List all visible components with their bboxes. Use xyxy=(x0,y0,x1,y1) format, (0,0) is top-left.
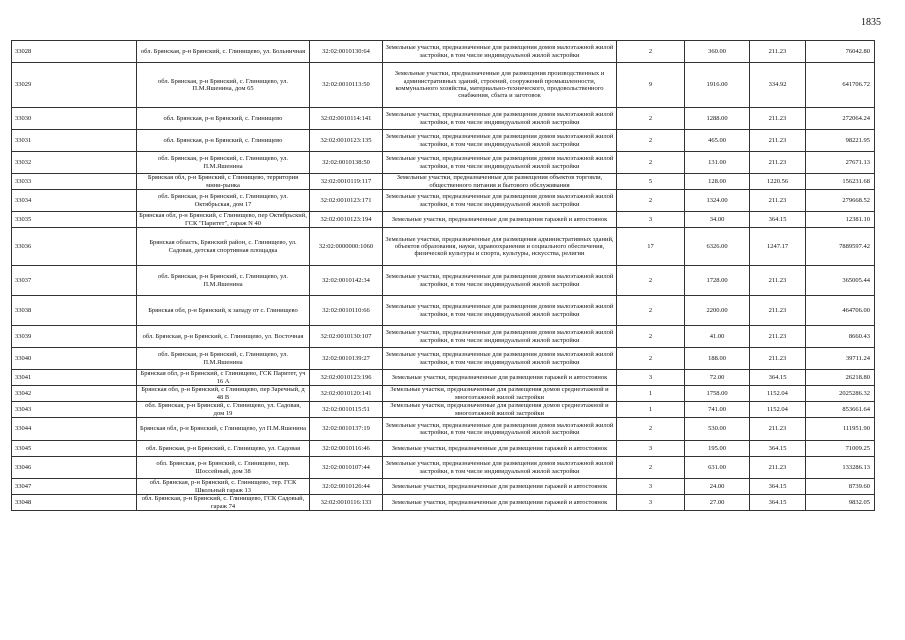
address-cell: Брянская обл, р-н Брянский, с Глинищево, ГСК Паритет, уч 16 А xyxy=(137,370,310,386)
cadastral-value-cell: 39711.24 xyxy=(806,348,875,370)
rate-cell: 211.23 xyxy=(750,108,806,130)
table-row xyxy=(12,326,875,348)
area-cell: 1324.00 xyxy=(685,190,750,212)
cadastral-number-cell: 32:02:0000000:1060 xyxy=(310,228,383,266)
cadastral-value-cell: 853661.64 xyxy=(806,402,875,418)
row-number-cell: 33047 xyxy=(12,479,137,495)
area-cell: 530.00 xyxy=(685,418,750,441)
land-use-cell: Земельные участки, предназначенные для размещения гаражей и автостоянок xyxy=(383,479,617,495)
group-cell: 3 xyxy=(617,370,685,386)
land-use-cell: Земельные участки, предназначенные для размещения домов малоэтажной жилой застройки, в том числе индивидуальной жилой застройки xyxy=(383,296,617,326)
table-row xyxy=(12,63,875,108)
rate-cell: 364.15 xyxy=(750,495,806,511)
cadastral-value-cell: 71009.25 xyxy=(806,441,875,457)
cadastral-value-cell: 12381.10 xyxy=(806,212,875,228)
rate-cell: 364.15 xyxy=(750,441,806,457)
cadastral-number-cell: 32:02:0010139:27 xyxy=(310,348,383,370)
address-cell: Брянская обл, р-н Брянский, с Глинищево, территория мини-рынка xyxy=(137,174,310,190)
table-row xyxy=(12,212,875,228)
area-cell: 24.00 xyxy=(685,479,750,495)
row-number-cell: 33030 xyxy=(12,108,137,130)
land-use-cell: Земельные участки, предназначенные для размещения домов среднеэтажной и многоэтажной жилой застройки xyxy=(383,386,617,402)
land-use-cell: Земельные участки, предназначенные для размещения домов малоэтажной жилой застройки, в том числе индивидуальной жилой застройки xyxy=(383,190,617,212)
cadastral-value-cell: 272064.24 xyxy=(806,108,875,130)
address-cell: обл. Брянская, р-н Брянский, с. Глинищево, пер. Шоссейный, дом 38 xyxy=(137,457,310,479)
group-cell: 5 xyxy=(617,174,685,190)
table-row xyxy=(12,41,875,63)
row-number-cell: 33037 xyxy=(12,266,137,296)
area-cell: 465.00 xyxy=(685,130,750,152)
land-use-cell: Земельные участки, предназначенные для размещения гаражей и автостоянок xyxy=(383,370,617,386)
address-cell: обл. Брянская, р-н Брянский, с. Глинищево xyxy=(137,108,310,130)
land-use-cell: Земельные участки, предназначенные для размещения домов малоэтажной жилой застройки, в том числе индивидуальной жилой застройки xyxy=(383,418,617,441)
area-cell: 72.00 xyxy=(685,370,750,386)
rate-cell: 211.23 xyxy=(750,266,806,296)
cadastral-value-cell: 365005.44 xyxy=(806,266,875,296)
group-cell: 2 xyxy=(617,152,685,174)
cadastral-number-cell: 32:02:0010137:19 xyxy=(310,418,383,441)
group-cell: 2 xyxy=(617,418,685,441)
table-row xyxy=(12,457,875,479)
address-cell: обл. Брянская, р-н Брянский, с. Глинищево, ул. П.М.Яшенина xyxy=(137,348,310,370)
table-row xyxy=(12,479,875,495)
cadastral-value-cell: 8660.43 xyxy=(806,326,875,348)
cadastral-value-cell: 2025286.32 xyxy=(806,386,875,402)
table-row xyxy=(12,370,875,386)
land-use-cell: Земельные участки, предназначенные для размещения домов малоэтажной жилой застройки, в том числе индивидуальной жилой застройки xyxy=(383,41,617,63)
rate-cell: 1152.04 xyxy=(750,386,806,402)
land-use-cell: Земельные участки, предназначенные для размещения домов малоэтажной жилой застройки, в том числе индивидуальной жилой застройки xyxy=(383,326,617,348)
group-cell: 3 xyxy=(617,479,685,495)
table-row xyxy=(12,174,875,190)
group-cell: 2 xyxy=(617,296,685,326)
cadastral-value-cell: 7889597.42 xyxy=(806,228,875,266)
cadastral-number-cell: 32:02:0010123:196 xyxy=(310,370,383,386)
group-cell: 1 xyxy=(617,386,685,402)
row-number-cell: 33036 xyxy=(12,228,137,266)
rate-cell: 1220.56 xyxy=(750,174,806,190)
land-valuation-table xyxy=(11,40,875,511)
cadastral-value-cell: 76042.80 xyxy=(806,41,875,63)
address-cell: обл. Брянская, р-н Брянский, с. Глинищево, ул. П.М.Яшенина xyxy=(137,152,310,174)
rate-cell: 211.23 xyxy=(750,130,806,152)
address-cell: обл. Брянская, р-н Брянский, с. Глинищево, тер. ГСК Школьный гараж 13 xyxy=(137,479,310,495)
rate-cell: 211.23 xyxy=(750,418,806,441)
cadastral-number-cell: 32:02:0010123:171 xyxy=(310,190,383,212)
table-row xyxy=(12,152,875,174)
table-row xyxy=(12,495,875,511)
area-cell: 1758.00 xyxy=(685,386,750,402)
cadastral-number-cell: 32:02:0010119:117 xyxy=(310,174,383,190)
cadastral-number-cell: 32:02:0010123:194 xyxy=(310,212,383,228)
area-cell: 741.00 xyxy=(685,402,750,418)
rate-cell: 1247.17 xyxy=(750,228,806,266)
row-number-cell: 33045 xyxy=(12,441,137,457)
area-cell: 131.00 xyxy=(685,152,750,174)
row-number-cell: 33048 xyxy=(12,495,137,511)
rate-cell: 211.23 xyxy=(750,152,806,174)
group-cell: 2 xyxy=(617,41,685,63)
row-number-cell: 33032 xyxy=(12,152,137,174)
cadastral-value-cell: 8739.60 xyxy=(806,479,875,495)
land-use-cell: Земельные участки, предназначенные для размещения домов малоэтажной жилой застройки, в том числе индивидуальной жилой застройки xyxy=(383,266,617,296)
row-number-cell: 33040 xyxy=(12,348,137,370)
row-number-cell: 33035 xyxy=(12,212,137,228)
rate-cell: 211.23 xyxy=(750,41,806,63)
area-cell: 195.00 xyxy=(685,441,750,457)
group-cell: 3 xyxy=(617,495,685,511)
table-row xyxy=(12,418,875,441)
address-cell: обл. Брянская, р-н Брянский, с. Глинищево, ул. П.М.Яшенина xyxy=(137,266,310,296)
cadastral-number-cell: 32:02:0010116:133 xyxy=(310,495,383,511)
group-cell: 2 xyxy=(617,108,685,130)
cadastral-value-cell: 111951.90 xyxy=(806,418,875,441)
table-row xyxy=(12,108,875,130)
cadastral-value-cell: 98221.95 xyxy=(806,130,875,152)
row-number-cell: 33038 xyxy=(12,296,137,326)
table-row xyxy=(12,228,875,266)
address-cell: обл. Брянская, р-н Брянский, с. Глинищево, ул. П.М.Яшенина, дом 65 xyxy=(137,63,310,108)
area-cell: 631.00 xyxy=(685,457,750,479)
group-cell: 1 xyxy=(617,402,685,418)
area-cell: 360.00 xyxy=(685,41,750,63)
area-cell: 1288.00 xyxy=(685,108,750,130)
row-number-cell: 33042 xyxy=(12,386,137,402)
cadastral-number-cell: 32:02:0010116:46 xyxy=(310,441,383,457)
land-use-cell: Земельные участки, предназначенные для размещения гаражей и автостоянок xyxy=(383,441,617,457)
land-use-cell: Земельные участки, предназначенные для размещения домов малоэтажной жилой застройки, в том числе индивидуальной жилой застройки xyxy=(383,130,617,152)
row-number-cell: 33041 xyxy=(12,370,137,386)
cadastral-number-cell: 32:02:0010115:51 xyxy=(310,402,383,418)
address-cell: обл. Брянская, р-н Брянский, с. Глинищево, ул. Садовая, дом 19 xyxy=(137,402,310,418)
area-cell: 188.00 xyxy=(685,348,750,370)
row-number-cell: 33043 xyxy=(12,402,137,418)
area-cell: 6326.00 xyxy=(685,228,750,266)
row-number-cell: 33034 xyxy=(12,190,137,212)
rate-cell: 211.23 xyxy=(750,326,806,348)
area-cell: 27.00 xyxy=(685,495,750,511)
address-cell: Брянская обл, р-н Брянский, с Глинищево, ул П.М.Яшенина xyxy=(137,418,310,441)
land-use-cell: Земельные участки, предназначенные для размещения домов малоэтажной жилой застройки, в том числе индивидуальной жилой застройки xyxy=(383,108,617,130)
rate-cell: 364.15 xyxy=(750,370,806,386)
group-cell: 17 xyxy=(617,228,685,266)
table-row xyxy=(12,190,875,212)
rate-cell: 334.92 xyxy=(750,63,806,108)
area-cell: 41.00 xyxy=(685,326,750,348)
area-cell: 34.00 xyxy=(685,212,750,228)
table-row xyxy=(12,130,875,152)
cadastral-number-cell: 32:02:0010120:141 xyxy=(310,386,383,402)
row-number-cell: 33029 xyxy=(12,63,137,108)
address-cell: обл. Брянская, р-н Брянский, с. Глинищево, ул. Октябрьская, дом 17 xyxy=(137,190,310,212)
group-cell: 2 xyxy=(617,457,685,479)
row-number-cell: 33046 xyxy=(12,457,137,479)
rate-cell: 364.15 xyxy=(750,212,806,228)
rate-cell: 211.23 xyxy=(750,190,806,212)
table-row xyxy=(12,296,875,326)
group-cell: 2 xyxy=(617,130,685,152)
row-number-cell: 33031 xyxy=(12,130,137,152)
table-row xyxy=(12,348,875,370)
row-number-cell: 33033 xyxy=(12,174,137,190)
rate-cell: 211.23 xyxy=(750,348,806,370)
cadastral-number-cell: 32:02:0010107:44 xyxy=(310,457,383,479)
cadastral-value-cell: 9832.05 xyxy=(806,495,875,511)
address-cell: Брянская обл, р-н Брянский, с Глинищево, пер Октябрьский, ГСК "Паритет", гараж N 40 xyxy=(137,212,310,228)
group-cell: 2 xyxy=(617,348,685,370)
land-use-cell: Земельные участки, предназначенные для размещения домов малоэтажной жилой застройки, в том числе индивидуальной жилой застройки xyxy=(383,152,617,174)
cadastral-number-cell: 32:02:0010113:50 xyxy=(310,63,383,108)
area-cell: 1916.00 xyxy=(685,63,750,108)
land-use-cell: Земельные участки, предназначенные для размещения домов малоэтажной жилой застройки, в том числе индивидуальной жилой застройки xyxy=(383,457,617,479)
table-body xyxy=(12,41,875,511)
land-use-cell: Земельные участки, предназначенные для размещения гаражей и автостоянок xyxy=(383,495,617,511)
group-cell: 3 xyxy=(617,441,685,457)
table-row xyxy=(12,386,875,402)
address-cell: обл. Брянская, р-н Брянский, с. Глинищево, ГСК Садовый, гараж 74 xyxy=(137,495,310,511)
row-number-cell: 33039 xyxy=(12,326,137,348)
land-use-cell: Земельные участки, предназначенные для размещения объектов торговли, общественного питания и бытового обслуживания xyxy=(383,174,617,190)
address-cell: обл. Брянская, р-н Брянский, с. Глинищево xyxy=(137,130,310,152)
cadastral-value-cell: 464706.00 xyxy=(806,296,875,326)
cadastral-number-cell: 32:02:0010142:34 xyxy=(310,266,383,296)
area-cell: 1728.00 xyxy=(685,266,750,296)
page-number: 1835 xyxy=(861,17,881,28)
cadastral-number-cell: 32:02:0010130:107 xyxy=(310,326,383,348)
address-cell: обл. Брянская, р-н Брянский, с. Глинищево, ул. Больничная xyxy=(137,41,310,63)
group-cell: 9 xyxy=(617,63,685,108)
cadastral-number-cell: 32:02:0010126:44 xyxy=(310,479,383,495)
land-use-cell: Земельные участки, предназначенные для размещения административных зданий, объектов образования, науки, здравоохранения и социального обеспечения, физической культуры и спорта, культуры, искусства, религии xyxy=(383,228,617,266)
cadastral-number-cell: 32:02:0010138:50 xyxy=(310,152,383,174)
group-cell: 3 xyxy=(617,212,685,228)
cadastral-number-cell: 32:02:0010110:66 xyxy=(310,296,383,326)
area-cell: 2200.00 xyxy=(685,296,750,326)
table-row xyxy=(12,402,875,418)
group-cell: 2 xyxy=(617,326,685,348)
area-cell: 128.00 xyxy=(685,174,750,190)
table-row xyxy=(12,441,875,457)
cadastral-value-cell: 279668.52 xyxy=(806,190,875,212)
table-row xyxy=(12,266,875,296)
cadastral-value-cell: 133286.13 xyxy=(806,457,875,479)
land-use-cell: Земельные участки, предназначенные для размещения домов малоэтажной жилой застройки, в том числе индивидуальной жилой застройки xyxy=(383,348,617,370)
cadastral-value-cell: 27671.13 xyxy=(806,152,875,174)
cadastral-number-cell: 32:02:0010114:141 xyxy=(310,108,383,130)
row-number-cell: 33044 xyxy=(12,418,137,441)
rate-cell: 211.23 xyxy=(750,296,806,326)
group-cell: 2 xyxy=(617,190,685,212)
cadastral-value-cell: 641706.72 xyxy=(806,63,875,108)
address-cell: Брянская область, Брянский район, с. Глинищево, ул. Садовая, детская спортивная площадка xyxy=(137,228,310,266)
cadastral-value-cell: 156231.68 xyxy=(806,174,875,190)
land-use-cell: Земельные участки, предназначенные для размещения гаражей и автостоянок xyxy=(383,212,617,228)
land-use-cell: Земельные участки, предназначенные для размещения домов среднеэтажной и многоэтажной жилой застройки xyxy=(383,402,617,418)
address-cell: обл. Брянская, р-н Брянский, с. Глинищево, ул. Садовая xyxy=(137,441,310,457)
address-cell: Брянская обл, р-н Брянский, к западу от с. Глинищево xyxy=(137,296,310,326)
cadastral-number-cell: 32:02:0010123:135 xyxy=(310,130,383,152)
rate-cell: 364.15 xyxy=(750,479,806,495)
address-cell: Брянская обл, р-н Брянский, с Глинищево, пер Заречный, д 48 В xyxy=(137,386,310,402)
cadastral-value-cell: 26218.80 xyxy=(806,370,875,386)
cadastral-number-cell: 32:02:0010130:64 xyxy=(310,41,383,63)
land-use-cell: Земельные участки, предназначенные для размещения производственных и административных зданий, строений, сооружений промышленности, коммунального хозяйства, материально-технического, продовольственного снабжения, сбыта и заготовок xyxy=(383,63,617,108)
rate-cell: 211.23 xyxy=(750,457,806,479)
rate-cell: 1152.04 xyxy=(750,402,806,418)
group-cell: 2 xyxy=(617,266,685,296)
row-number-cell: 33028 xyxy=(12,41,137,63)
address-cell: обл. Брянская, р-н Брянский, с. Глинищево, ул. Восточная xyxy=(137,326,310,348)
